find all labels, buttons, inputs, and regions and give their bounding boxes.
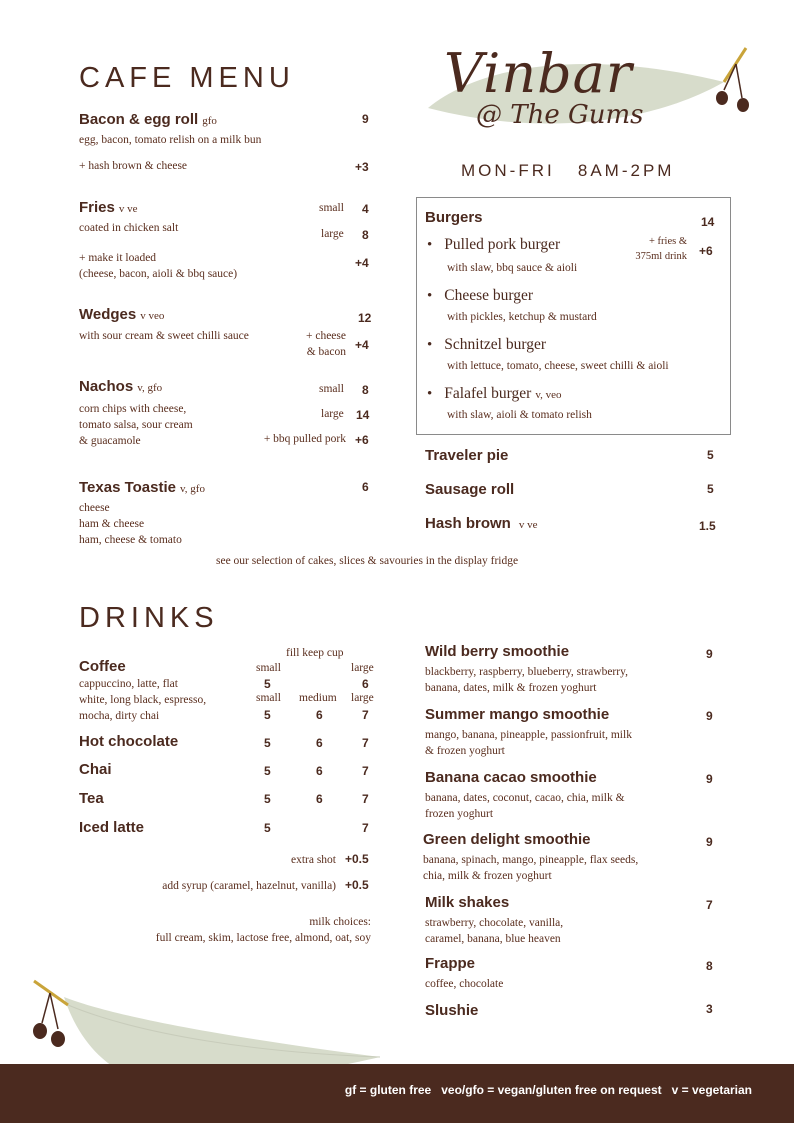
burger-name: Cheese burger (444, 287, 534, 304)
menu-item-coffee: Coffee (79, 658, 126, 675)
price-medium: 6 (316, 792, 323, 806)
diet-legend: gf = gluten free veo/gfo = vegan/gluten free on request v = vegetarian (344, 1083, 752, 1097)
upgrade-detail: 375ml drink (635, 251, 687, 262)
item-name: Wedges (79, 306, 137, 323)
item-description: & frozen yoghurt (425, 745, 505, 757)
item-name: Fries (79, 199, 115, 216)
price: 1.5 (699, 519, 716, 533)
extra-shot-price: +0.5 (345, 852, 369, 866)
item-description: with sour cream & sweet chilli sauce (79, 330, 249, 342)
price-small: 5 (264, 708, 271, 722)
size-label: large (321, 228, 344, 240)
item-description: chia, milk & frozen yoghurt (423, 870, 552, 882)
price: 9 (706, 647, 713, 661)
upgrade-price: +6 (699, 244, 713, 258)
price-large: 7 (362, 821, 369, 835)
price-small: 5 (264, 736, 271, 750)
diet-tag: gfo (202, 115, 217, 127)
burger-item (427, 287, 533, 305)
item-name: Hash brown (425, 515, 511, 532)
burger-description: with lettuce, tomato, cheese, sweet chilli & aioli (447, 360, 669, 372)
burgers-price: 14 (701, 215, 715, 229)
price: 5 (707, 448, 714, 462)
price-large: 7 (362, 764, 369, 778)
item-description: banana, dates, milk & frozen yoghurt (425, 682, 597, 694)
item-description: coated in chicken salt (79, 222, 179, 234)
addon-price: +4 (355, 256, 369, 270)
menu-item-bacon-egg-roll (79, 111, 217, 128)
menu-item-banana-cacao-smoothie: Banana cacao smoothie (425, 769, 597, 786)
menu-item-hash-brown (425, 515, 537, 532)
size-label: small (319, 383, 344, 395)
menu-item-slushie: Slushie (425, 1002, 479, 1019)
opening-hours: MON-FRI 8AM-2PM (461, 161, 675, 180)
price-medium: 6 (316, 736, 323, 750)
price-small: 5 (264, 821, 271, 835)
price: 3 (706, 1002, 713, 1016)
bullet-icon: • (427, 386, 433, 402)
vinbar-logo (424, 42, 764, 152)
menu-item-sausage-roll (425, 481, 514, 498)
item-name: Nachos (79, 378, 134, 395)
drinks-title: DRINKS (79, 602, 219, 634)
price-medium: 6 (316, 708, 323, 722)
item-description: ham, cheese & tomato (79, 534, 182, 546)
item-name: Sausage roll (425, 481, 515, 498)
menu-item-tea: Tea (79, 790, 104, 807)
extra-shot-label: extra shot (290, 854, 336, 866)
item-description: blackberry, raspberry, blueberry, strawberry, (425, 666, 628, 678)
price: 8 (362, 228, 369, 242)
diet-tag: v veo (140, 310, 165, 322)
burger-name: Falafel burger (444, 385, 532, 402)
keep-cup-small-price: 5 (264, 677, 271, 691)
keep-cup-large-price: 6 (362, 677, 369, 691)
price: 8 (706, 959, 713, 973)
item-description: corn chips with cheese, (79, 403, 187, 415)
size-label: large (321, 408, 344, 420)
price: 8 (362, 383, 369, 397)
addon-label: + hash brown & cheese (79, 160, 188, 172)
burgers-title: Burgers (425, 209, 483, 226)
item-name: Traveler pie (425, 447, 509, 464)
price-small: 5 (264, 764, 271, 778)
item-description: cappuccino, latte, flat (79, 678, 178, 690)
price: 9 (706, 772, 713, 786)
menu-item-summer-mango-smoothie: Summer mango smoothie (425, 706, 610, 723)
addon-price: +3 (355, 160, 369, 174)
menu-item-green-delight-smoothie: Green delight smoothie (423, 831, 591, 848)
size-medium-header: medium (299, 692, 337, 704)
menu-item-texas-toastie (79, 479, 205, 496)
item-description: strawberry, chocolate, vanilla, (425, 917, 564, 929)
milk-choices-list: full cream, skim, lactose free, almond, oat, soy (155, 932, 371, 944)
item-description: frozen yoghurt (425, 808, 494, 820)
price-large: 7 (362, 708, 369, 722)
burger-name: Schnitzel burger (444, 336, 546, 353)
milk-choices-title: milk choices: (309, 916, 371, 928)
item-description: & guacamole (79, 435, 141, 447)
price: 6 (362, 480, 369, 494)
price: 4 (362, 202, 369, 216)
burger-item (427, 385, 562, 403)
item-description: caramel, banana, blue heaven (425, 933, 561, 945)
addon-label: + make it loaded (79, 252, 157, 264)
item-name: Bacon & egg roll (79, 111, 199, 128)
addon-price: +6 (355, 433, 369, 447)
item-description: tomato salsa, sour cream (79, 419, 193, 431)
menu-item-wild-berry-smoothie: Wild berry smoothie (425, 643, 570, 660)
syrup-price: +0.5 (345, 878, 369, 892)
diet-tag: v, gfo (180, 483, 205, 495)
addon-price: +4 (355, 338, 369, 352)
logo-text-main: Vinbar (444, 42, 633, 105)
size-small-header: small (256, 692, 281, 704)
price: 5 (707, 482, 714, 496)
keep-cup-small-label: small (256, 662, 281, 674)
addon-label: + bbq pulled pork (263, 433, 346, 445)
burger-name: Pulled pork burger (444, 236, 561, 253)
diet-tag: v, gfo (137, 382, 163, 394)
price: 12 (358, 311, 372, 325)
price: 7 (706, 898, 713, 912)
price: 9 (706, 709, 713, 723)
item-description: mocha, dirty chai (79, 710, 160, 722)
diet-tag: v ve (118, 203, 138, 215)
price: 9 (362, 112, 369, 126)
price-large: 7 (362, 736, 369, 750)
item-description: mango, banana, pineapple, passionfruit, milk (425, 729, 632, 741)
price-medium: 6 (316, 764, 323, 778)
upgrade-label: + fries & (649, 236, 687, 247)
menu-item-frappe: Frappe (425, 955, 476, 972)
burger-description: with slaw, bbq sauce & aioli (447, 262, 578, 274)
addon-detail: & bacon (306, 346, 346, 358)
item-description: white, long black, espresso, (79, 694, 207, 706)
item-description: cheese (79, 502, 110, 514)
item-description: ham & cheese (79, 518, 145, 530)
burgers-box (416, 197, 731, 435)
addon-detail: (cheese, bacon, aioli & bbq sauce) (79, 268, 238, 280)
logo-text-sub: @ The Gums (476, 100, 644, 130)
burger-item (427, 336, 546, 354)
burger-description: with pickles, ketchup & mustard (447, 311, 597, 323)
cafe-menu-title: CAFE MENU (79, 62, 295, 94)
menu-item-hot-chocolate: Hot chocolate (79, 733, 179, 750)
diet-tag: v, veo (535, 389, 562, 401)
menu-item-wedges (79, 306, 164, 323)
item-name: Texas Toastie (79, 479, 176, 496)
bullet-icon: • (427, 237, 433, 253)
keep-cup-large-label: large (351, 662, 374, 674)
size-large-header: large (351, 692, 374, 704)
keep-cup-label: fill keep cup (286, 647, 344, 659)
menu-item-traveler-pie (425, 447, 508, 464)
bullet-icon: • (427, 337, 433, 353)
display-fridge-note: see our selection of cakes, slices & savouries in the display fridge (216, 555, 519, 567)
menu-item-iced-latte: Iced latte (79, 819, 145, 836)
addon-label: + cheese (305, 330, 346, 342)
price: 14 (356, 408, 370, 422)
burger-description: with slaw, aioli & tomato relish (447, 409, 592, 421)
item-description: banana, dates, coconut, cacao, chia, milk & (425, 792, 625, 804)
menu-item-fries (79, 199, 138, 216)
syrup-label: add syrup (caramel, hazelnut, vanilla) (162, 880, 336, 892)
item-description: coffee, chocolate (425, 978, 504, 990)
menu-item-nachos (79, 378, 162, 395)
burger-item (427, 236, 560, 254)
diet-tag: v ve (518, 519, 538, 531)
item-description: banana, spinach, mango, pineapple, flax seeds, (423, 854, 639, 866)
menu-item-chai: Chai (79, 761, 112, 778)
size-label: small (319, 202, 344, 214)
price: 9 (706, 835, 713, 849)
item-description: egg, bacon, tomato relish on a milk bun (79, 134, 262, 146)
bullet-icon: • (427, 288, 433, 304)
price-small: 5 (264, 792, 271, 806)
footer-bar (0, 1064, 794, 1123)
price-large: 7 (362, 792, 369, 806)
menu-item-milk-shakes: Milk shakes (425, 894, 510, 911)
